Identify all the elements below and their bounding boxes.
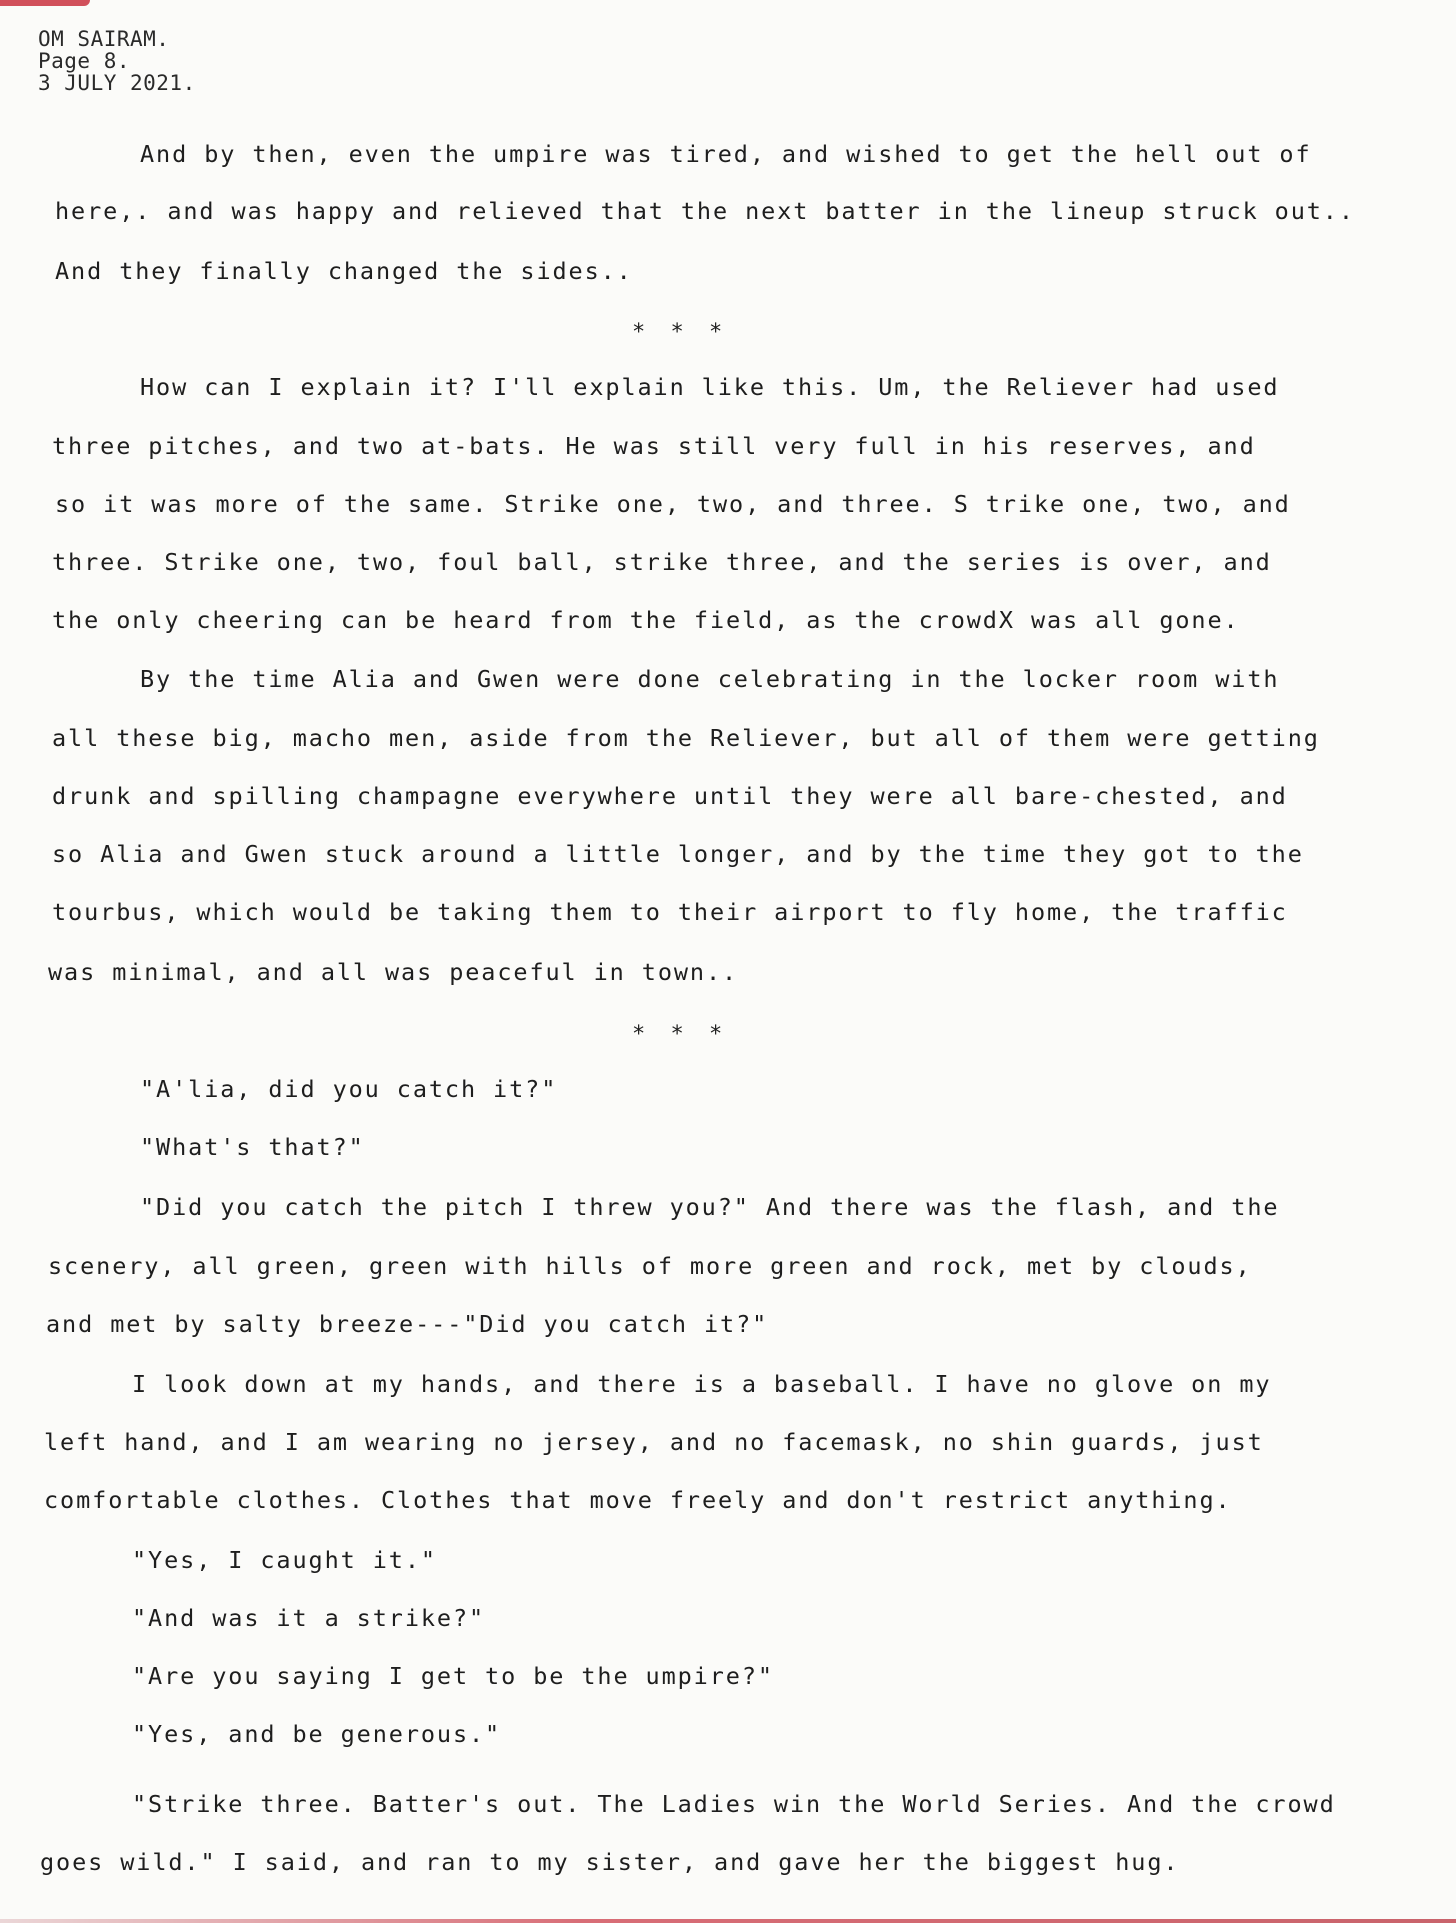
text-line: "Yes, I caught it."	[132, 1546, 437, 1574]
text-line: "Yes, and be generous."	[132, 1720, 502, 1748]
red-edge-mark	[0, 0, 90, 6]
header-author: OM SAIRAM.	[38, 27, 170, 51]
text-line: And they finally changed the sides..	[55, 257, 633, 285]
text-line: left hand, and I am wearing no jersey, and no facemask, no shin guards, just	[44, 1428, 1264, 1456]
text-line: all these big, macho men, aside from the Reliever, but all of them were getting	[52, 724, 1320, 752]
text-line: was minimal, and all was peaceful in town..	[48, 958, 739, 986]
text-line: so it was more of the same. Strike one, two, and three. S trike one, two, and	[55, 490, 1291, 518]
red-bottom-edge	[0, 1919, 1456, 1923]
text-line: drunk and spilling champagne everywhere until they were all bare-chested, and	[52, 782, 1288, 810]
text-line: here,. and was happy and relieved that the next batter in the lineup struck out..	[55, 197, 1355, 225]
section-separator: * * *	[632, 320, 729, 345]
text-line: scenery, all green, green with hills of more green and rock, met by clouds,	[48, 1252, 1252, 1280]
text-line: goes wild." I said, and ran to my sister, and gave her the biggest hug.	[40, 1848, 1180, 1876]
text-line: How can I explain it? I'll explain like this. Um, the Reliever had used	[140, 373, 1280, 401]
text-line: and met by salty breeze---"Did you catch it?"	[46, 1310, 769, 1338]
page-header	[38, 28, 196, 94]
section-separator: * * *	[632, 1022, 729, 1047]
text-line: "Are you saying I get to be the umpire?"	[132, 1662, 774, 1690]
text-line: three pitches, and two at-bats. He was still very full in his reserves, and	[52, 432, 1256, 460]
text-line: tourbus, which would be taking them to their airport to fly home, the traffic	[52, 898, 1288, 926]
header-page-number: Page 8.	[38, 49, 131, 73]
text-line: the only cheering can be heard from the field, as the crowdX was all gone.	[52, 606, 1240, 634]
text-line: I look down at my hands, and there is a baseball. I have no glove on my	[132, 1370, 1272, 1398]
text-line: "Did you catch the pitch I threw you?" And there was the flash, and the	[140, 1193, 1280, 1221]
text-line: three. Strike one, two, foul ball, strike three, and the series is over, and	[52, 548, 1272, 576]
text-line: "A'lia, did you catch it?"	[140, 1075, 558, 1103]
text-line: "Strike three. Batter's out. The Ladies win the World Series. And the crowd	[132, 1790, 1336, 1818]
text-line: comfortable clothes. Clothes that move freely and don't restrict anything.	[44, 1486, 1232, 1514]
text-line: "And was it a strike?"	[132, 1604, 486, 1632]
text-line: By the time Alia and Gwen were done celebrating in the locker room with	[140, 665, 1280, 693]
text-line: "What's that?"	[140, 1133, 365, 1161]
text-line: And by then, even the umpire was tired, and wished to get the hell out of	[140, 140, 1312, 168]
header-date: 3 JULY 2021.	[38, 71, 196, 95]
text-line: so Alia and Gwen stuck around a little longer, and by the time they got to the	[52, 840, 1304, 868]
